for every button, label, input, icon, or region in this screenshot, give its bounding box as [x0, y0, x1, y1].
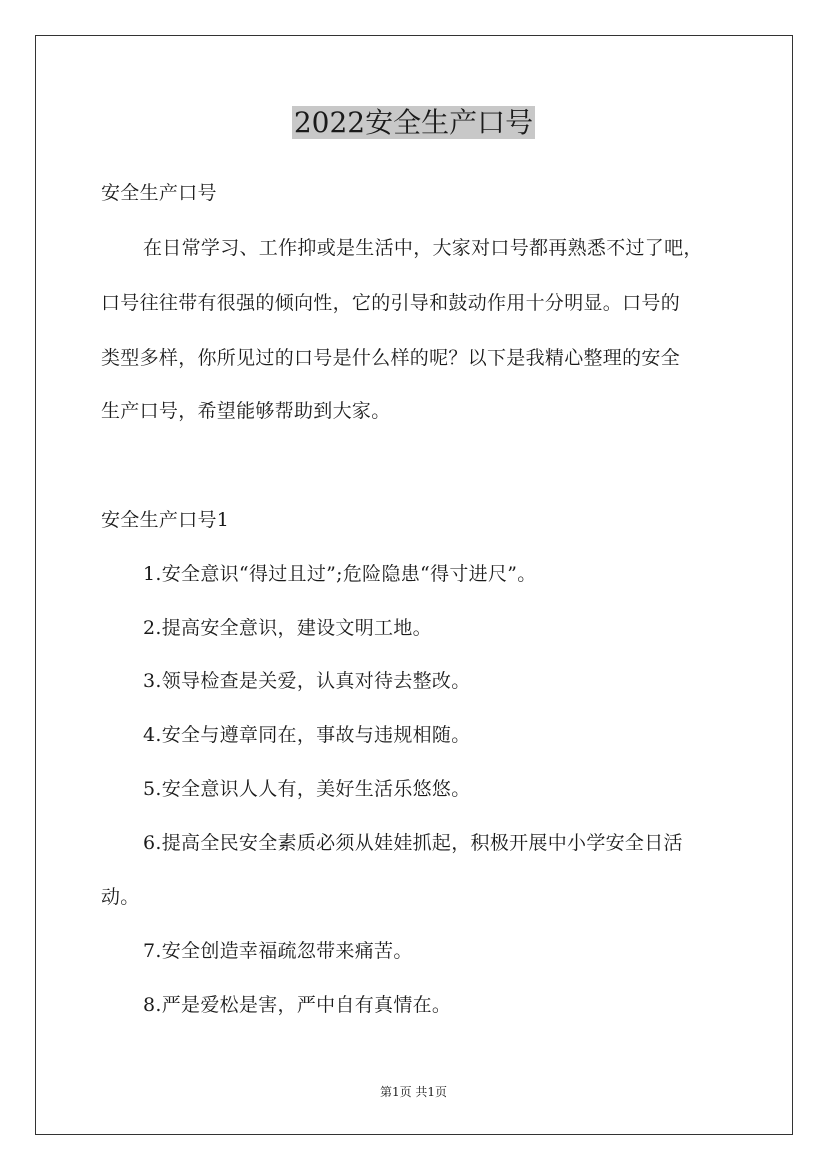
- slogan-item: 4.安全与遵章同在，事故与违规相随。: [143, 724, 471, 746]
- slogan-item: 8.严是爱松是害，严中自有真情在。: [143, 994, 452, 1016]
- slogan-item: 3.领导检查是关爱，认真对待去整改。: [143, 670, 471, 692]
- subheading: 安全生产口号1: [101, 509, 230, 531]
- intro-line: 在日常学习、工作抑或是生活中，大家对口号都再熟悉不过了吧，: [143, 237, 703, 259]
- slogan-item: 5.安全意识人人有，美好生活乐悠悠。: [143, 778, 471, 800]
- page-footer: 第1页 共1页: [379, 1085, 448, 1099]
- document-title: [0, 103, 827, 143]
- slogan-item: 6.提高全民安全素质必须从娃娃抓起，积极开展中小学安全日活: [143, 832, 683, 854]
- slogan-item-continuation: 动。: [101, 886, 140, 908]
- slogan-item: 7.安全创造幸福疏忽带来痛苦。: [143, 940, 413, 962]
- document-title-text: 2022安全生产口号: [293, 106, 534, 139]
- section-heading: 安全生产口号: [101, 182, 217, 204]
- intro-line: 口号往往带有很强的倾向性，它的引导和鼓动作用十分明显。口号的: [101, 292, 681, 314]
- slogan-item: 1.安全意识“得过且过”;危险隐患“得寸进尺”。: [143, 563, 537, 585]
- intro-line: 类型多样，你所见过的口号是什么样的呢？以下是我精心整理的安全: [101, 347, 681, 369]
- slogan-item: 2.提高安全意识，建设文明工地。: [143, 617, 432, 639]
- intro-line: 生产口号，希望能够帮助到大家。: [101, 400, 391, 422]
